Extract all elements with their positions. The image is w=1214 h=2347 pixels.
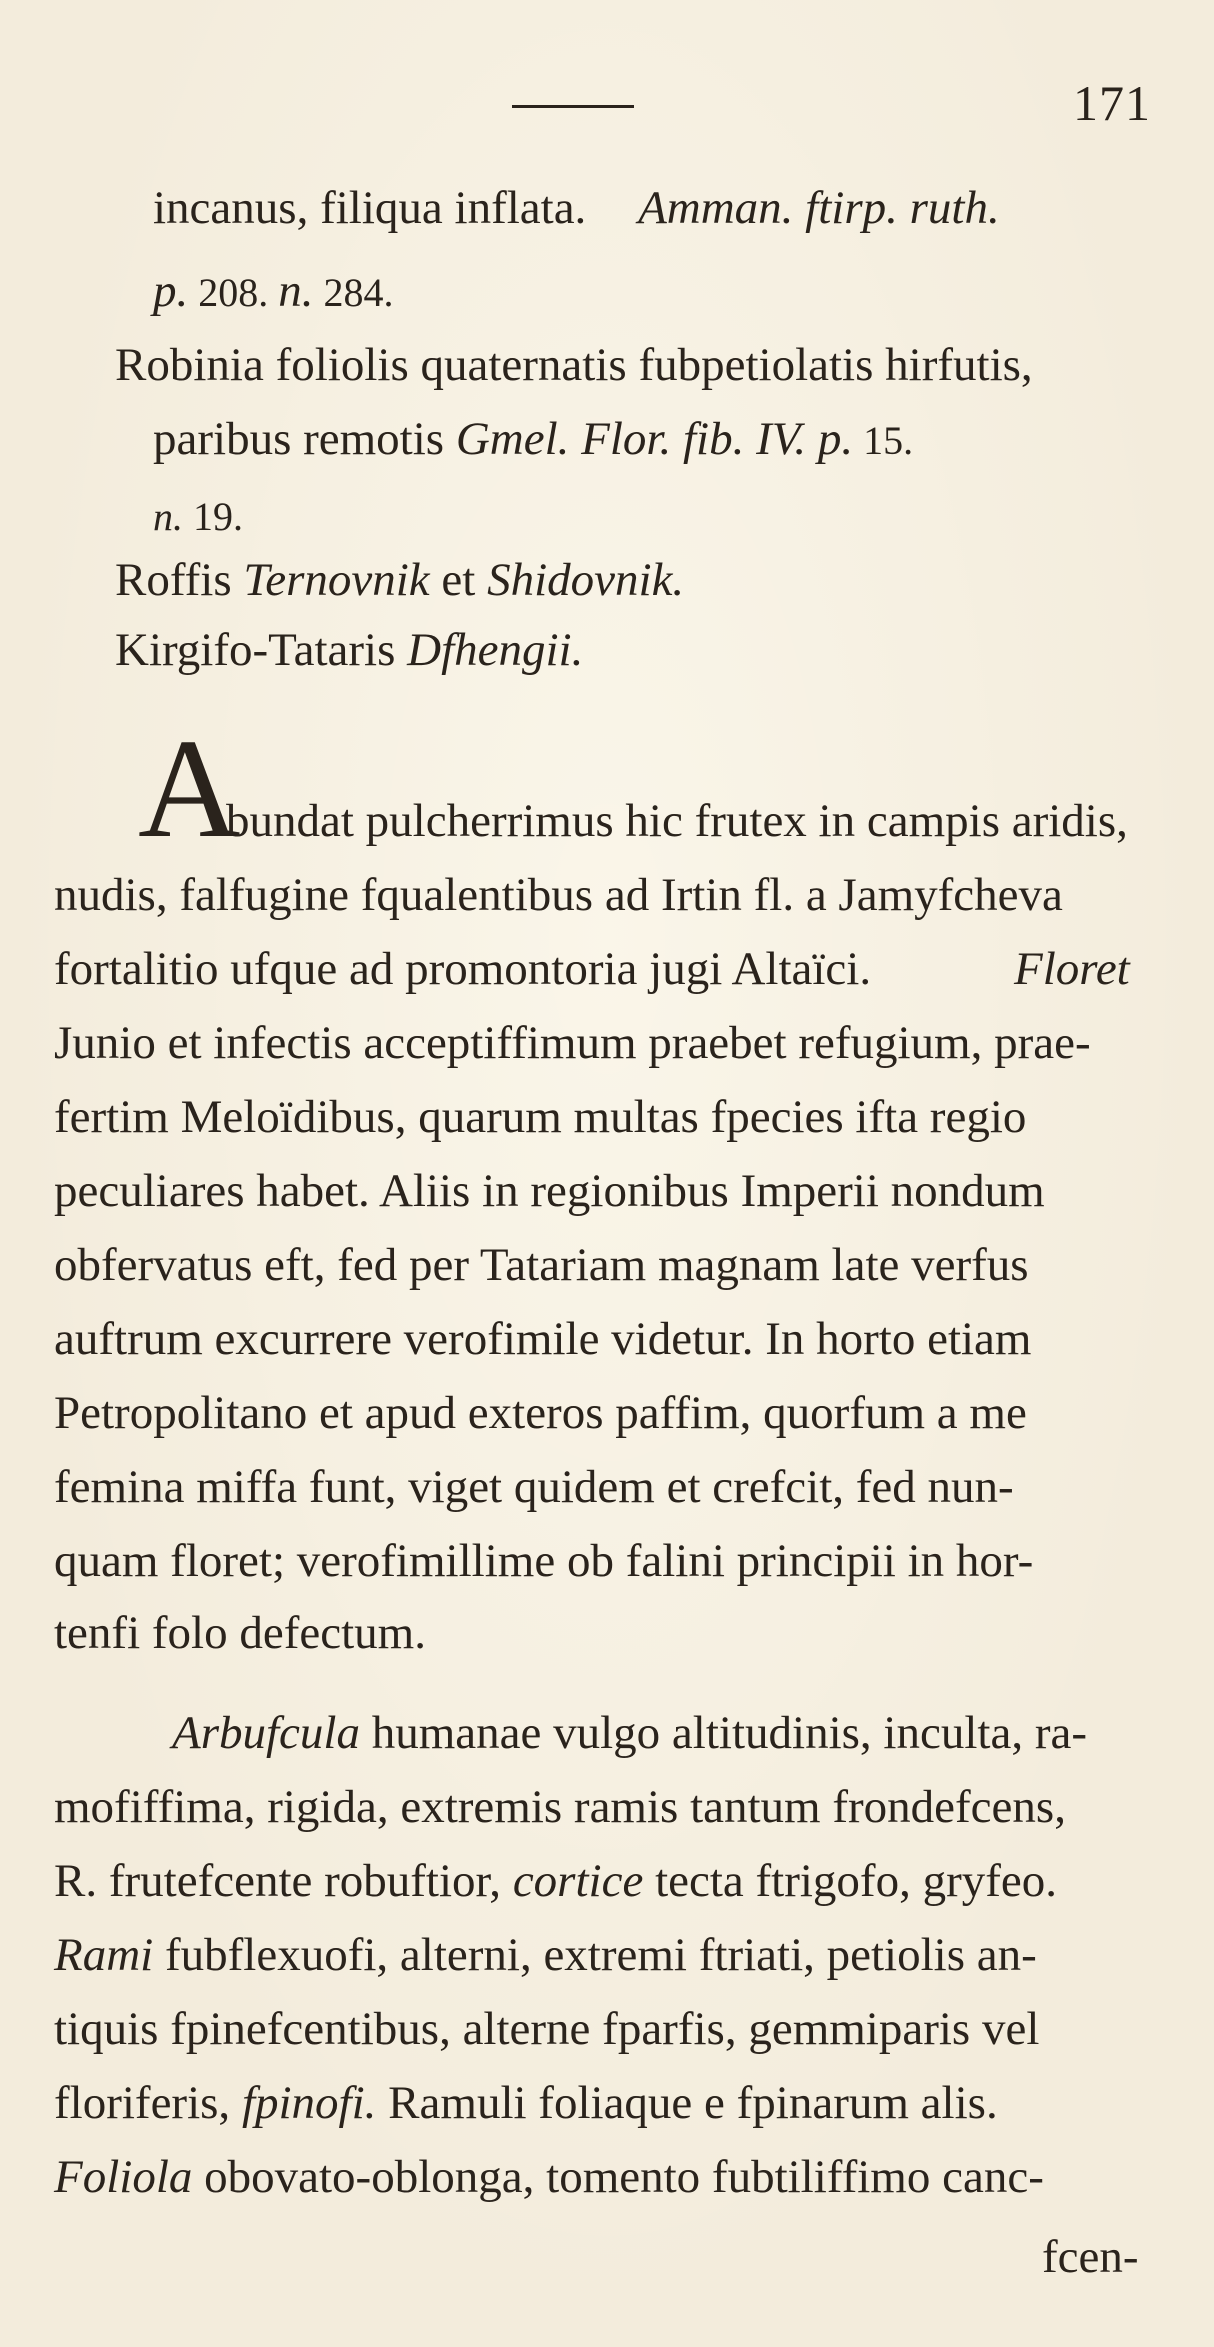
- body-line: mofiffima, rigida, extremis ramis tantum frondefcens,: [54, 1781, 1066, 1833]
- body-text: Ramuli foliaque e fpinarum alis.: [376, 2077, 998, 2129]
- drop-cap: A: [138, 709, 241, 867]
- body-line: [54, 2077, 998, 2129]
- term-cortice: cortice: [512, 1855, 644, 1907]
- page-number: 171: [1073, 75, 1151, 131]
- body-line: nudis, falfugine fqualentibus ad Irtin fl. a Jamyfcheva: [54, 869, 1063, 921]
- body-line: femina miffa funt, viget quidem et crefcit, fed nun-: [54, 1461, 1014, 1513]
- russian-name: Ternovnik: [243, 554, 430, 606]
- synonym-text: paribus remotis: [153, 413, 456, 465]
- floret-word: Floret: [1014, 943, 1130, 995]
- synonym-text: 208.: [188, 270, 279, 315]
- synonym-text: 284.: [313, 270, 394, 315]
- synonym-line-4: [153, 413, 914, 465]
- russian-name: Shidovnik.: [487, 554, 685, 606]
- body-line: [54, 943, 1154, 995]
- term-arbuscula: Arbufcula: [172, 1707, 360, 1759]
- body-text: fubflexuofi, alterni, extremi ftriati, petiolis an-: [153, 1929, 1037, 1981]
- synonym-line-7: [115, 624, 584, 676]
- synonym-text: 19.: [183, 494, 243, 539]
- body-line: [54, 1855, 1057, 1907]
- synonym-line-5: [153, 492, 243, 539]
- body-text: floriferis,: [54, 2077, 242, 2129]
- term-rami: Rami: [54, 1929, 154, 1981]
- synonym-citation: n.: [153, 494, 183, 539]
- body-line: auftrum excurrere verofimile videtur. In horto etiam: [54, 1313, 1032, 1365]
- body-text: tecta ftrigofo, gryfeo.: [643, 1855, 1057, 1907]
- body-line: tenfi folo defectum.: [54, 1607, 426, 1659]
- synonym-text: Kirgifo-Tataris: [115, 624, 408, 676]
- body-line: [54, 2151, 1044, 2203]
- header-rule: [512, 105, 634, 108]
- body-line: [172, 1707, 1087, 1759]
- term-foliola: Foliola: [54, 2151, 193, 2203]
- body-line: quam floret; verofimillime ob falini principii in hor-: [54, 1535, 1034, 1587]
- synonym-text: Robinia foliolis quaternatis fubpetiolatis hirfutis,: [115, 339, 1033, 391]
- body-line: obfervatus eft, fed per Tatariam magnam late verfus: [54, 1239, 1029, 1291]
- synonym-text: et: [429, 554, 488, 606]
- synonym-text: 15.: [853, 418, 914, 463]
- body-text: R. frutefcente robuftior,: [54, 1855, 513, 1907]
- synonym-line-2: [153, 265, 394, 317]
- body-line: Petropolitano et apud exteros paffim, quorfum a me: [54, 1387, 1027, 1439]
- synonym-citation: p.: [153, 265, 189, 317]
- synonym-citation: Gmel. Flor. fib. IV. p.: [455, 413, 854, 465]
- synonym-text: Roffis: [115, 554, 244, 606]
- synonym-citation: n.: [278, 265, 314, 317]
- body-line: peculiares habet. Aliis in regionibus Imperii nondum: [54, 1165, 1045, 1217]
- term-spinosi: fpinofi.: [241, 2077, 377, 2129]
- body-text: humanae vulgo altitudinis, inculta, ra-: [359, 1707, 1087, 1759]
- synonym-line-3: [115, 339, 1033, 391]
- synonym-line-1: [153, 182, 1000, 234]
- tatar-name: Dfhengii.: [407, 624, 584, 676]
- body-text: fortalitio ufque ad promontoria jugi Altaïci.: [54, 943, 872, 995]
- synonym-citation: Amman. ftirp. ruth.: [638, 182, 1000, 234]
- catchword: fcen-: [1042, 2231, 1139, 2283]
- body-text: obovato-oblonga, tomento fubtiliffimo canc-: [192, 2151, 1044, 2203]
- body-line: Junio et infectis acceptiffimum praebet refugium, prae-: [54, 1017, 1091, 1069]
- synonym-text: incanus, filiqua inflata.: [153, 182, 599, 234]
- body-line: tiquis fpinefcentibus, alterne fparfis, gemmiparis vel: [54, 2003, 1040, 2055]
- synonym-line-6: [115, 554, 685, 606]
- body-line: bundat pulcherrimus hic frutex in campis aridis,: [226, 795, 1128, 847]
- body-line: fertim Meloïdibus, quarum multas fpecies ifta regio: [54, 1091, 1027, 1143]
- body-line: [54, 1929, 1037, 1981]
